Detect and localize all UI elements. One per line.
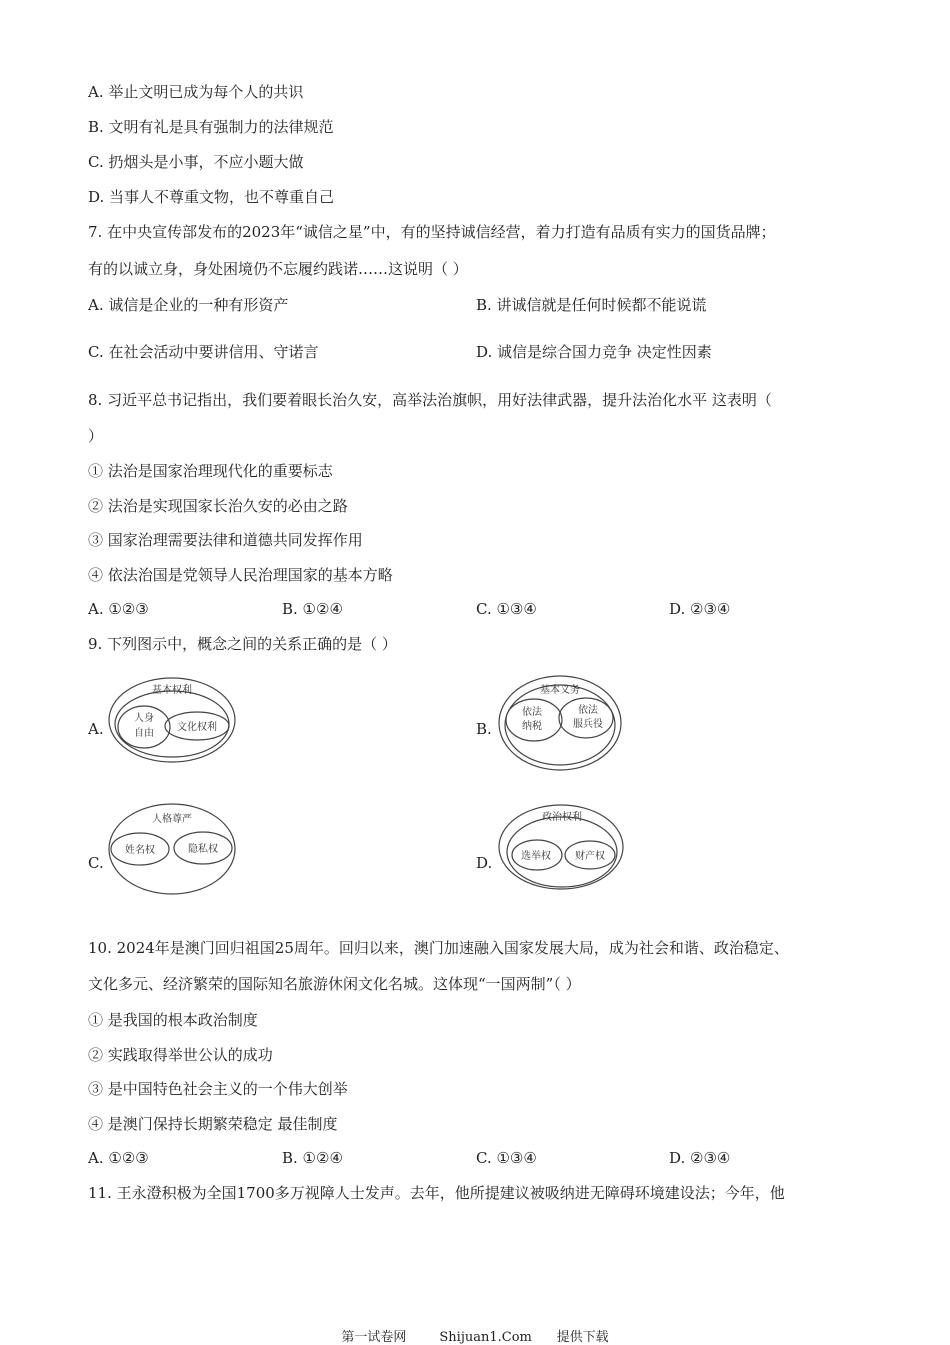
diagram-a-inner1-line1: 人身 — [134, 713, 154, 724]
diagram-c-inner1-label: 姓名权 — [125, 845, 155, 856]
q8-stem-line1: 8. 习近平总书记指出，我们要着眼长治久安，高举法治旗帜，用好法律武器，提升法治化水平 这表明（ — [88, 391, 772, 409]
q7-option-d: D. 诚信是综合国力竞争 决定性因素 — [476, 343, 712, 361]
diagram-c-inner2-label: 隐私权 — [188, 844, 218, 855]
page-footer: 第一试卷网 Shijuan1.Com 提供下载 — [341, 1330, 609, 1345]
diagram-a-inner1-line2: 自由 — [134, 728, 154, 739]
q8-statement-4: ④ 依法治国是党领导人民治理国家的基本方略 — [88, 566, 393, 584]
diagram-b-inner2-line2: 服兵役 — [573, 719, 603, 730]
q9-option-c-label: C. — [88, 854, 104, 872]
q6-option-c: C. 扔烟头是小事，不应小题大做 — [88, 153, 304, 171]
q11-stem-line1: 11. 王永澄积极为全国1700多万视障人士发声。去年，他所提建议被吸纳进无障碍环境建设法；今年，他 — [88, 1184, 785, 1202]
q10-option-a: A. ①②③ — [88, 1149, 149, 1167]
diagram-a-outer-label: 基本权利 — [152, 685, 192, 696]
q7-option-a: A. 诚信是企业的一种有形资产 — [88, 296, 289, 314]
diagram-a-inner2-label: 文化权利 — [177, 722, 217, 733]
q9-diagram-d — [496, 802, 626, 894]
q7-stem-line2: 有的以诚立身，身处困境仍不忘履约践诺……这说明（ ） — [88, 260, 468, 278]
q8-statement-3: ③ 国家治理需要法律和道德共同发挥作用 — [88, 531, 363, 549]
q9-diagram-a — [106, 675, 238, 767]
q8-option-d: D. ②③④ — [669, 600, 731, 618]
q6-option-b: B. 文明有礼是具有强制力的法律规范 — [88, 118, 334, 136]
q8-stem-line2: ） — [88, 427, 104, 445]
q9-diagram-c — [106, 802, 238, 898]
q8-option-c: C. ①③④ — [476, 600, 537, 618]
inner-ellipse-1 — [506, 699, 562, 741]
q8-option-a: A. ①②③ — [88, 600, 149, 618]
q6-option-d: D. 当事人不尊重文物，也不尊重自己 — [88, 188, 335, 206]
q8-statement-2: ② 法治是实现国家长治久安的必由之路 — [88, 497, 348, 515]
q9-stem: 9. 下列图示中，概念之间的关系正确的是（ ） — [88, 635, 397, 653]
q7-stem-line1: 7. 在中央宣传部发布的2023年“诚信之星”中，有的坚持诚信经营，着力打造有品质有实力的国货品牌； — [88, 223, 776, 241]
q7-option-c: C. 在社会活动中要讲信用、守诺言 — [88, 343, 319, 361]
diagram-c-outer-label: 人格尊严 — [152, 814, 192, 825]
diagram-d-outer-label: 政治权利 — [542, 812, 582, 823]
q10-statement-4: ④ 是澳门保持长期繁荣稳定 最佳制度 — [88, 1115, 338, 1133]
diagram-b-inner1-line1: 依法 — [522, 707, 542, 718]
q10-option-d: D. ②③④ — [669, 1149, 731, 1167]
q10-option-b: B. ①②④ — [282, 1149, 343, 1167]
q10-statement-1: ① 是我国的根本政治制度 — [88, 1011, 258, 1029]
q9-option-d-label: D. — [476, 854, 493, 872]
diagram-b-inner2-line1: 依法 — [578, 705, 598, 716]
q10-statement-2: ② 实践取得举世公认的成功 — [88, 1046, 273, 1064]
q10-option-c: C. ①③④ — [476, 1149, 537, 1167]
inner-ellipse-2 — [559, 698, 613, 738]
q6-option-a: A. 举止文明已成为每个人的共识 — [88, 83, 304, 101]
q7-option-b: B. 讲诚信就是任何时候都不能说谎 — [476, 296, 707, 314]
q8-option-b: B. ①②④ — [282, 600, 343, 618]
q10-stem-line1: 10. 2024年是澳门回归祖国25周年。回归以来，澳门加速融入国家发展大局，成为社会和谐、政治稳定、 — [88, 939, 789, 957]
q10-statement-3: ③ 是中国特色社会主义的一个伟大创举 — [88, 1080, 348, 1098]
diagram-b-outer-label: 基本义务 — [540, 685, 580, 696]
q8-statement-1: ① 法治是国家治理现代化的重要标志 — [88, 462, 333, 480]
diagram-b-inner1-line2: 纳税 — [522, 721, 542, 732]
diagram-d-inner2-label: 财产权 — [575, 851, 605, 862]
diagram-d-inner1-label: 选举权 — [521, 851, 551, 862]
q10-stem-line2: 文化多元、经济繁荣的国际知名旅游休闲文化名城。这体现“一国两制”（ ） — [88, 975, 581, 993]
q9-option-b-label: B. — [476, 720, 492, 738]
q9-diagram-b — [496, 673, 624, 773]
q9-option-a-label: A. — [88, 720, 104, 738]
